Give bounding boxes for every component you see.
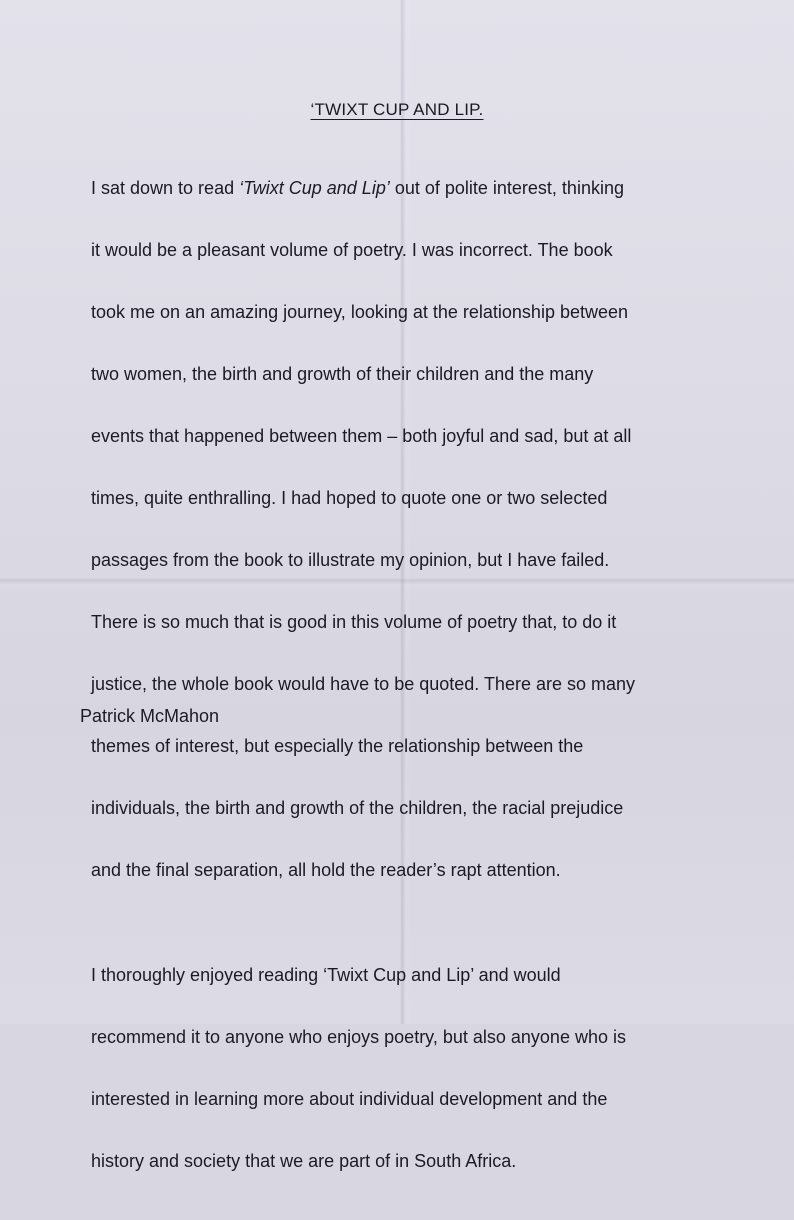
paragraph-1-line-1 [91,173,731,204]
paragraph-2-line: recommend it to anyone who enjoys poetry, but also anyone who is [91,1027,626,1047]
paragraph-1-line: took me on an amazing journey, looking at the relationship between [91,302,629,322]
paragraph-2-line: I thoroughly enjoyed reading ‘Twixt Cup and Lip’ and would [91,965,561,985]
book-title-italic: ‘Twixt Cup and Lip’ [239,178,390,198]
paragraph-1-line-1-pre: I sat down to read [91,178,240,198]
paragraph-1-line: individuals, the birth and growth of the children, the racial prejudice [91,798,624,818]
paragraph-2-line: history and society that we are part of in South Africa. [91,1151,517,1171]
paragraph-2 [91,929,731,1208]
paragraph-1-line: two women, the birth and growth of their children and the many [91,364,594,384]
paragraph-1-line: justice, the whole book would have to be quoted. There are so many [91,674,636,694]
letter-body [91,142,731,1220]
paragraph-1-line: themes of interest, but especially the relationship between the [91,736,584,756]
paragraph-1-line: it would be a pleasant volume of poetry. I was incorrect. The book [91,240,613,260]
paragraph-1-line: events that happened between them – both joyful and sad, but at all [91,426,632,446]
paragraph-1-line: times, quite enthralling. I had hoped to quote one or two selected [91,488,608,508]
paragraph-1-line: and the final separation, all hold the reader’s rapt attention. [91,860,561,880]
paragraph-1-line: There is so much that is good in this volume of poetry that, to do it [91,612,617,632]
paragraph-1-line: passages from the book to illustrate my opinion, but I have failed. [91,550,610,570]
signature-name: Patrick McMahon [80,706,220,726]
paragraph-1-line-1-post: out of polite interest, thinking [389,178,624,198]
paragraph-2-line: interested in learning more about individual development and the [91,1089,608,1109]
paragraph-1 [91,142,731,917]
document-title: ‘TWIXT CUP AND LIP. [310,100,484,119]
